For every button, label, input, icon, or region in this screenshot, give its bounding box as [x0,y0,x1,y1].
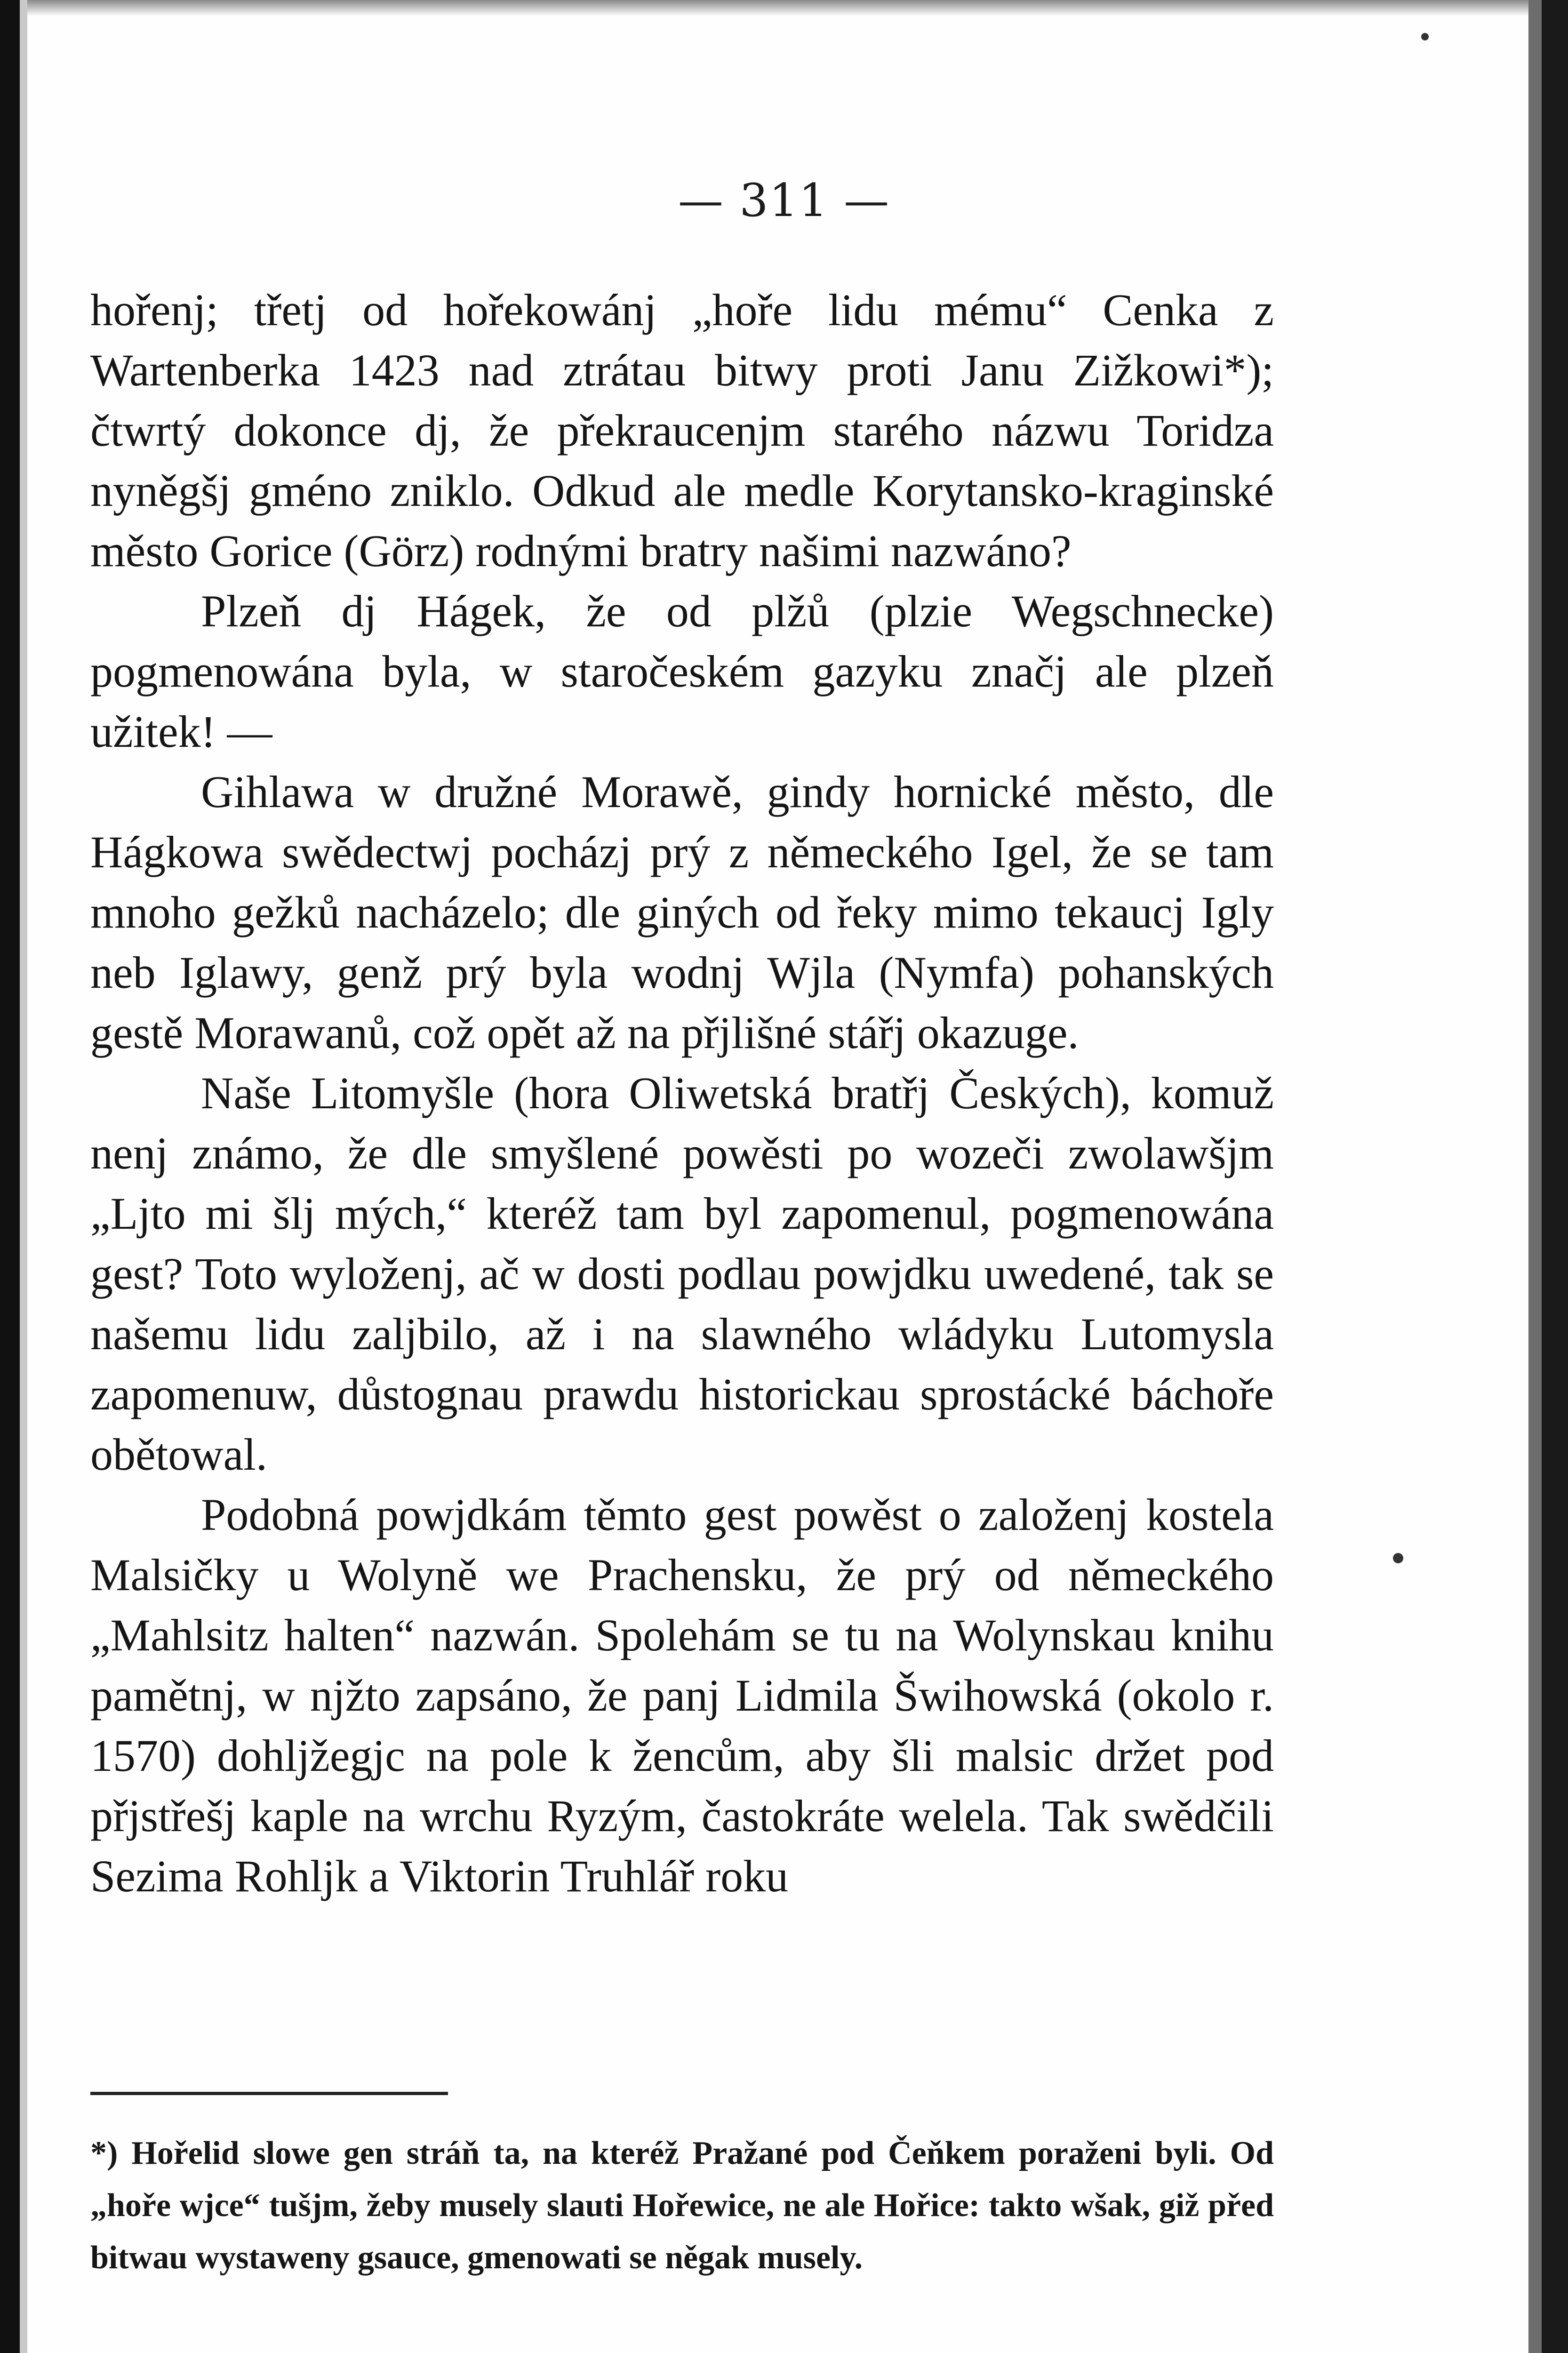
main-text-block [90,280,1274,1906]
paragraph-3: Gihlawa w družné Morawě, gindy hornické město, dle Hágkowa swědectwj pocházj prý z německého Igel, že se tam mnoho gežků nacházelo; dle giných od řeky mimo tekaucj Igly neb Iglawy, genž prý byla wodnj Wjla (Nymfa) pohanských gestě Morawanů, což opět až na přjlišné stářj okazuge. [90,767,1274,1058]
left-page-edge-strip [20,0,27,2353]
right-page-edge-strip [1528,0,1542,2353]
paragraph-1: hořenj; třetj od hořekowánj „hoře lidu mému“ Cenka z Wartenberka 1423 nad ztrátau bitwy proti Janu Zižkowi*); čtwrtý dokonce dj, že překraucenjm starého názwu Toridza nyněgšj gméno zniklo. Odkud ale medle Korytansko-kraginské město Gorice (Görz) rodnými bratry našimi nazwáno? [90,285,1274,576]
paragraph-2: Plzeň dj Hágek, že od plžů (plzie Wegschnecke) pogmenowána byla, w staročeském gazyku značj ale plzeň užitek! — [90,586,1274,757]
ink-speck [1421,33,1429,40]
paragraph-5: Podobná powjdkám těmto gest powěst o založenj kostela Malsičky u Wolyně we Prachensku, že prý od německého „Mahlsitz halten“ nazwán. Spolehám se tu na Wolynskau knihu pamětnj, w njžto zapsáno, že panj Lidmila Šwihowská (okolo r. 1570) dohljžegjc na pole k žencům, aby šli malsic držet pod přjstřešj kaple na wrchu Ryzým, častokráte welela. Tak swědčili Sezima Rohljk a Viktorin Truhlář roku [90,1489,1274,1901]
footnote: *) Hořelid slowe gen stráň ta, na kteréž Pražané pod Čeňkem poraženi byli. Od „hoře wjce“ tušjm, žeby musely slauti Hořewice, ne ale Hořice: takto wšak, giž před bitwau wystaweny gsauce, gmenowati se něgak musely. [90,2135,1274,2276]
paragraph-4: Naše Litomyšle (hora Oliwetská bratřj Českých), komuž nenj známo, že dle smyšlené powěsti po wozeči zwolawšjm „Ljto mi šlj mých,“ kteréž tam byl zapomenul, pogmenowána gest? Toto wyloženj, ač w dosti podlau powjdku uwedené, tak se našemu lidu zaljbilo, až i na slawného wládyku Lutomysla zapomenuw, důstognau prawdu historickau sprostácké báchoře obětowal. [90,1068,1274,1480]
top-scan-shadow [27,0,1528,16]
ink-speck [1393,1553,1403,1563]
right-page-edge [1542,0,1568,2353]
page-number-header: — 311 — [678,174,890,227]
left-page-edge [0,0,20,2353]
footnote-separator-rule [90,2092,448,2095]
